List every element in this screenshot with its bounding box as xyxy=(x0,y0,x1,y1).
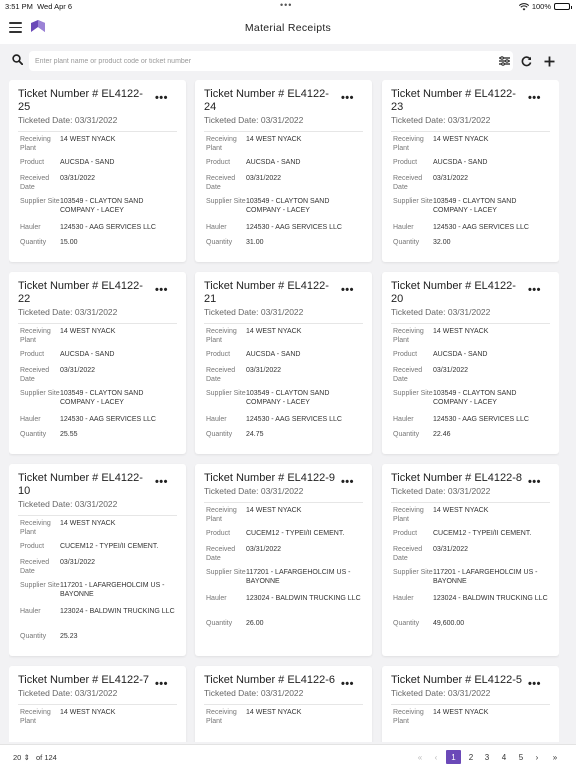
more-options-icon[interactable]: ••• xyxy=(340,92,354,104)
receipt-card[interactable]: Ticket Number # EL4122-20 Ticketed Date: 03/31/2022 ••• Receiving Plant 14 WEST NYACK Product AUCSDA - SAND Received Date 03/31/2022 Supplier Site 103549 - CLAYTON SAND COMPANY - LACEY Hauler 124530 - AAG SERVICES LLC Quantity 22.46 xyxy=(382,272,559,454)
first-page-button[interactable]: « xyxy=(417,752,423,762)
menu-icon[interactable] xyxy=(9,22,22,33)
receipt-card[interactable]: Ticket Number # EL4122-10 Ticketed Date: 03/31/2022 ••• Receiving Plant 14 WEST NYACK Product CUCEM12 - TYPEI/II CEMENT. Received Date 03/31/2022 Supplier Site 117201 - LAFARGEHOLCIM US - BAYONNE Hauler 123024 - BALDWIN TRUCKING LLC Quantity 25.23 xyxy=(9,464,186,656)
pagination-bar xyxy=(0,744,576,768)
total-count: of 124 xyxy=(36,753,57,762)
more-options-icon[interactable]: ••• xyxy=(527,476,541,488)
wifi-icon xyxy=(519,3,529,11)
receipt-card[interactable]: Ticket Number # EL4122-21 Ticketed Date: 03/31/2022 ••• Receiving Plant 14 WEST NYACK Product AUCSDA - SAND Received Date 03/31/2022 Supplier Site 103549 - CLAYTON SAND COMPANY - LACEY Hauler 124530 - AAG SERVICES LLC Quantity 24.75 xyxy=(195,272,372,454)
search-input[interactable] xyxy=(29,51,513,71)
ticket-number: Ticket Number # EL4122-25 xyxy=(18,88,143,113)
page-title: Material Receipts xyxy=(244,22,332,34)
page-button-4[interactable]: 4 xyxy=(501,752,507,762)
ticket-number: Ticket Number # EL4122-7 xyxy=(18,674,150,686)
next-page-button[interactable]: › xyxy=(535,752,539,762)
chevron-up-down-icon: ⇕ xyxy=(23,753,30,762)
receipt-card[interactable]: Ticket Number # EL4122-6 Ticketed Date: 03/31/2022 ••• Receiving Plant 14 WEST NYACK xyxy=(195,666,372,742)
page-button-2[interactable]: 2 xyxy=(468,752,474,762)
receipt-card[interactable]: Ticket Number # EL4122-25 Ticketed Date: 03/31/2022 ••• Receiving Plant 14 WEST NYACK Product AUCSDA - SAND Received Date 03/31/2022 Supplier Site 103549 - CLAYTON SAND COMPANY - LACEY Hauler 124530 - AAG SERVICES LLC Quantity 15.00 xyxy=(9,80,186,262)
more-options-icon[interactable]: ••• xyxy=(527,92,541,104)
more-options-icon[interactable]: ••• xyxy=(527,678,541,690)
receipt-card[interactable]: Ticket Number # EL4122-9 Ticketed Date: 03/31/2022 ••• Receiving Plant 14 WEST NYACK Product CUCEM12 - TYPEI/II CEMENT. Received Date 03/31/2022 Supplier Site 117201 - LAFARGEHOLCIM US - BAYONNE Hauler 123024 - BALDWIN TRUCKING LLC Quantity 26.00 xyxy=(195,464,372,656)
ticket-number: Ticket Number # EL4122-10 xyxy=(18,472,143,497)
add-button[interactable] xyxy=(540,52,558,70)
ticket-number: Ticket Number # EL4122-20 xyxy=(391,280,516,305)
ticket-number: Ticket Number # EL4122-21 xyxy=(204,280,329,305)
ticketed-date: Ticketed Date: 03/31/2022 xyxy=(391,486,491,496)
receipt-card[interactable]: Ticket Number # EL4122-23 Ticketed Date: 03/31/2022 ••• Receiving Plant 14 WEST NYACK Product AUCSDA - SAND Received Date 03/31/2022 Supplier Site 103549 - CLAYTON SAND COMPANY - LACEY Hauler 124530 - AAG SERVICES LLC Quantity 32.00 xyxy=(382,80,559,262)
prev-page-button[interactable]: ‹ xyxy=(434,752,438,762)
receipt-card[interactable]: Ticket Number # EL4122-5 Ticketed Date: 03/31/2022 ••• Receiving Plant 14 WEST NYACK xyxy=(382,666,559,742)
ticketed-date: Ticketed Date: 03/31/2022 xyxy=(18,688,118,698)
page-button-5[interactable]: 5 xyxy=(518,752,524,762)
ticket-number: Ticket Number # EL4122-22 xyxy=(18,280,143,305)
receipt-card[interactable]: Ticket Number # EL4122-8 Ticketed Date: 03/31/2022 ••• Receiving Plant 14 WEST NYACK Product CUCEM12 - TYPEI/II CEMENT. Received Date 03/31/2022 Supplier Site 117201 - LAFARGEHOLCIM US - BAYONNE Hauler 123024 - BALDWIN TRUCKING LLC Quantity 49,600.00 xyxy=(382,464,559,656)
battery-percent: 100% xyxy=(531,2,551,11)
battery-icon xyxy=(554,3,570,10)
search-icon xyxy=(12,54,23,65)
ticket-number: Ticket Number # EL4122-24 xyxy=(204,88,329,113)
ticketed-date: Ticketed Date: 03/31/2022 xyxy=(204,486,304,496)
status-bar xyxy=(0,0,576,14)
ticketed-date: Ticketed Date: 03/31/2022 xyxy=(18,307,118,317)
page-button-3[interactable]: 3 xyxy=(484,752,490,762)
filter-button[interactable] xyxy=(495,52,513,70)
ticket-number: Ticket Number # EL4122-8 xyxy=(391,472,523,484)
more-options-icon[interactable]: ••• xyxy=(340,476,354,488)
multitasking-dots[interactable]: ••• xyxy=(280,0,293,10)
ticketed-date: Ticketed Date: 03/31/2022 xyxy=(18,115,118,125)
status-right xyxy=(519,2,570,11)
ticket-number: Ticket Number # EL4122-23 xyxy=(391,88,516,113)
more-options-icon[interactable]: ••• xyxy=(154,476,168,488)
plus-icon xyxy=(544,56,555,67)
ticketed-date: Ticketed Date: 03/31/2022 xyxy=(18,499,118,509)
more-options-icon[interactable]: ••• xyxy=(154,92,168,104)
nav-bar xyxy=(0,14,576,44)
receipts-grid xyxy=(9,80,559,742)
more-options-icon[interactable]: ••• xyxy=(154,678,168,690)
per-page-select[interactable]: 20 ⇕ xyxy=(13,753,30,762)
ticket-number: Ticket Number # EL4122-5 xyxy=(391,674,523,686)
ticketed-date: Ticketed Date: 03/31/2022 xyxy=(391,307,491,317)
ticket-number: Ticket Number # EL4122-6 xyxy=(204,674,336,686)
ticketed-date: Ticketed Date: 03/31/2022 xyxy=(391,688,491,698)
ticketed-date: Ticketed Date: 03/31/2022 xyxy=(204,115,304,125)
ticketed-date: Ticketed Date: 03/31/2022 xyxy=(391,115,491,125)
status-time-date: 3:51 PM Wed Apr 6 xyxy=(5,2,72,11)
search-bar xyxy=(0,46,576,76)
page-button-1[interactable]: 1 xyxy=(446,750,461,764)
receipt-card[interactable]: Ticket Number # EL4122-22 Ticketed Date: 03/31/2022 ••• Receiving Plant 14 WEST NYACK Product AUCSDA - SAND Received Date 03/31/2022 Supplier Site 103549 - CLAYTON SAND COMPANY - LACEY Hauler 124530 - AAG SERVICES LLC Quantity 25.55 xyxy=(9,272,186,454)
receipt-card[interactable]: Ticket Number # EL4122-7 Ticketed Date: 03/31/2022 ••• Receiving Plant 14 WEST NYACK xyxy=(9,666,186,742)
more-options-icon[interactable]: ••• xyxy=(340,678,354,690)
refresh-icon xyxy=(521,56,532,67)
last-page-button[interactable]: » xyxy=(552,752,558,762)
more-options-icon[interactable]: ••• xyxy=(154,284,168,296)
receipt-card[interactable]: Ticket Number # EL4122-24 Ticketed Date: 03/31/2022 ••• Receiving Plant 14 WEST NYACK Product AUCSDA - SAND Received Date 03/31/2022 Supplier Site 103549 - CLAYTON SAND COMPANY - LACEY Hauler 124530 - AAG SERVICES LLC Quantity 31.00 xyxy=(195,80,372,262)
filter-icon xyxy=(499,56,510,66)
ticket-number: Ticket Number # EL4122-9 xyxy=(204,472,336,484)
app-logo-icon xyxy=(31,20,45,32)
more-options-icon[interactable]: ••• xyxy=(527,284,541,296)
more-options-icon[interactable]: ••• xyxy=(340,284,354,296)
refresh-button[interactable] xyxy=(517,52,535,70)
ticketed-date: Ticketed Date: 03/31/2022 xyxy=(204,688,304,698)
ticketed-date: Ticketed Date: 03/31/2022 xyxy=(204,307,304,317)
